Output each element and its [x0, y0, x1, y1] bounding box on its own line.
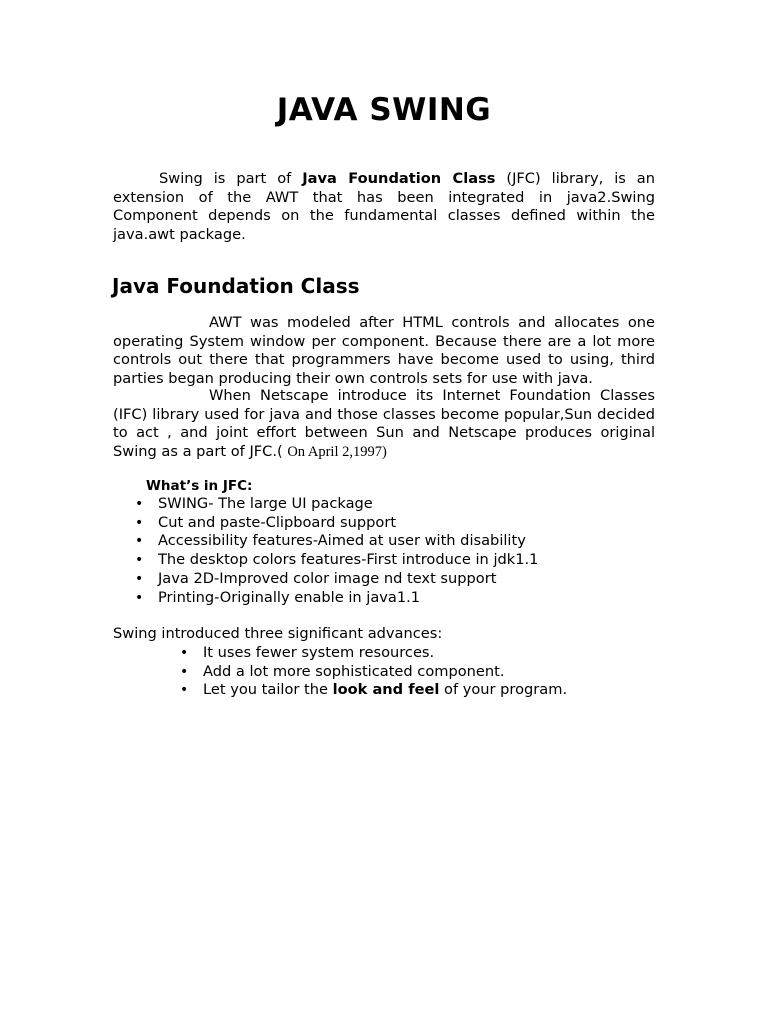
list-item — [180, 662, 567, 682]
list-item-text: Add a lot more sophisticated component. — [203, 662, 505, 680]
jfc-list — [135, 495, 539, 607]
bullet-icon: • — [180, 663, 189, 680]
list-item-text: It uses fewer system resources. — [203, 644, 435, 661]
bullet-icon: • — [135, 589, 144, 606]
list-item — [135, 495, 538, 514]
intro-bold-term: Java Foundation Class — [302, 170, 496, 187]
intro-text-1: Swing is part of — [159, 170, 303, 187]
bullet-icon: • — [180, 645, 189, 661]
netscape-text: When Netscape introduce its Internet Foundation Classes (IFC) library used for java and those classes become popular,Sun decided to act , and joint effort between Sun and Netscape produces original Swing as a part of JFC.( — [113, 387, 655, 460]
netscape-paragraph — [113, 387, 655, 461]
advances-list — [180, 644, 568, 700]
bullet-icon: • — [135, 570, 144, 587]
section-heading: Java Foundation Class — [112, 274, 360, 298]
list-item-text: Accessibility features-Aimed at user with disability — [158, 532, 526, 550]
list-item — [180, 681, 568, 700]
intro-paragraph — [113, 170, 655, 244]
list-item-text-prefix: Let you tailor the — [203, 681, 333, 699]
bullet-icon: • — [135, 514, 144, 531]
page-title: JAVA SWING — [276, 92, 492, 128]
list-item-text: SWING- The large UI package — [158, 495, 373, 512]
list-item-bold: look and feel — [332, 681, 440, 699]
bullet-icon: • — [135, 496, 144, 512]
bullet-icon: • — [135, 533, 144, 550]
list-item-text: The desktop colors features-First introduce in jdk1.1 — [158, 551, 539, 569]
list-item-text: Cut and paste-Clipboard support — [158, 513, 397, 531]
intro-text-2: (JFC) library, is an extension of the AWT that has been integrated in java2.Swing Component depends on the fundamental classes defined within the java.awt package. — [113, 170, 655, 243]
list-item-text-suffix: of your program. — [439, 681, 568, 699]
advances-intro: Swing introduced three significant advances: — [113, 625, 443, 642]
list-item — [180, 644, 567, 663]
list-item — [135, 532, 538, 551]
date-note: On April 2,1997) — [287, 443, 387, 460]
list-item — [135, 551, 539, 570]
awt-paragraph: AWT was modeled after HTML controls and allocates one operating System window per component. Because there are a lot more controls out there that programmers have become used to using, third parties began producing their own controls sets for use with java. — [113, 314, 655, 387]
bullet-icon: • — [135, 552, 144, 569]
list-item-text: Java 2D-Improved color image nd text support — [158, 569, 497, 587]
list-item — [135, 513, 538, 533]
list-item — [135, 569, 538, 589]
bullet-icon: • — [180, 682, 189, 699]
jfc-label: What’s in JFC: — [146, 478, 253, 494]
list-item-text: Printing-Originally enable in java1.1 — [158, 588, 421, 606]
list-item — [135, 588, 538, 608]
